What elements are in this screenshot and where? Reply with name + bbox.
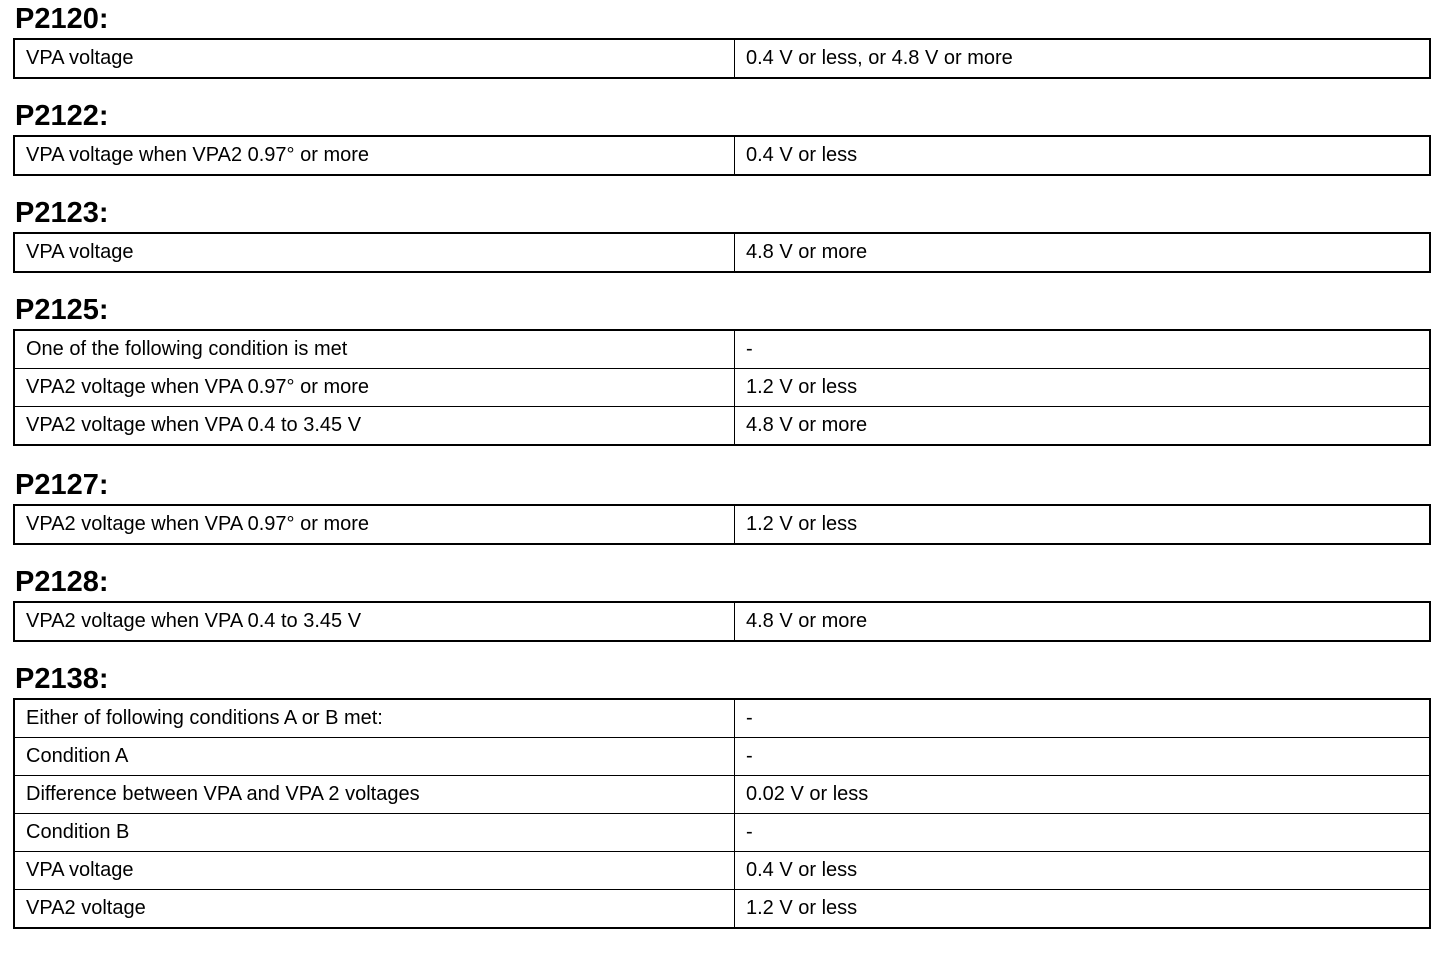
threshold-cell: - [735,699,1431,738]
table-row [14,233,1430,272]
condition-cell: VPA voltage when VPA2 0.97° or more [14,136,735,175]
table-row [14,738,1430,776]
condition-cell: VPA voltage [14,233,735,272]
condition-table [13,135,1431,176]
table-row [14,814,1430,852]
condition-cell: Either of following conditions A or B met: [14,699,735,738]
threshold-cell: - [735,330,1431,369]
threshold-cell: 0.4 V or less [735,136,1431,175]
dtc-code-heading: P2128: [15,566,109,598]
threshold-cell: 4.8 V or more [735,602,1431,641]
condition-table [13,232,1431,273]
condition-cell: VPA2 voltage when VPA 0.97° or more [14,369,735,407]
threshold-cell: 1.2 V or less [735,369,1431,407]
dtc-code-heading: P2122: [15,100,109,132]
dtc-code-heading: P2123: [15,197,109,229]
condition-cell: VPA2 voltage when VPA 0.97° or more [14,505,735,544]
condition-table [13,504,1431,545]
table-row [14,699,1430,738]
condition-cell: VPA voltage [14,39,735,78]
threshold-cell: 0.4 V or less, or 4.8 V or more [735,39,1431,78]
threshold-cell: - [735,738,1431,776]
threshold-cell: - [735,814,1431,852]
dtc-code-heading: P2120: [15,3,109,35]
table-row [14,776,1430,814]
table-row [14,852,1430,890]
table-row [14,407,1430,446]
condition-table [13,698,1431,929]
threshold-cell: 1.2 V or less [735,505,1431,544]
table-row [14,890,1430,929]
threshold-cell: 0.02 V or less [735,776,1431,814]
condition-cell: VPA2 voltage when VPA 0.4 to 3.45 V [14,602,735,641]
condition-table [13,329,1431,446]
condition-cell: VPA voltage [14,852,735,890]
condition-cell: VPA2 voltage when VPA 0.4 to 3.45 V [14,407,735,446]
condition-cell: One of the following condition is met [14,330,735,369]
table-row [14,369,1430,407]
threshold-cell: 0.4 V or less [735,852,1431,890]
table-row [14,505,1430,544]
dtc-code-heading: P2125: [15,294,109,326]
condition-cell: Condition B [14,814,735,852]
condition-cell: Difference between VPA and VPA 2 voltages [14,776,735,814]
table-row [14,136,1430,175]
threshold-cell: 4.8 V or more [735,233,1431,272]
condition-table [13,38,1431,79]
table-row [14,330,1430,369]
threshold-cell: 4.8 V or more [735,407,1431,446]
condition-cell: VPA2 voltage [14,890,735,929]
condition-table [13,601,1431,642]
dtc-code-heading: P2138: [15,663,109,695]
threshold-cell: 1.2 V or less [735,890,1431,929]
dtc-code-heading: P2127: [15,469,109,501]
condition-cell: Condition A [14,738,735,776]
table-row [14,602,1430,641]
table-row [14,39,1430,78]
